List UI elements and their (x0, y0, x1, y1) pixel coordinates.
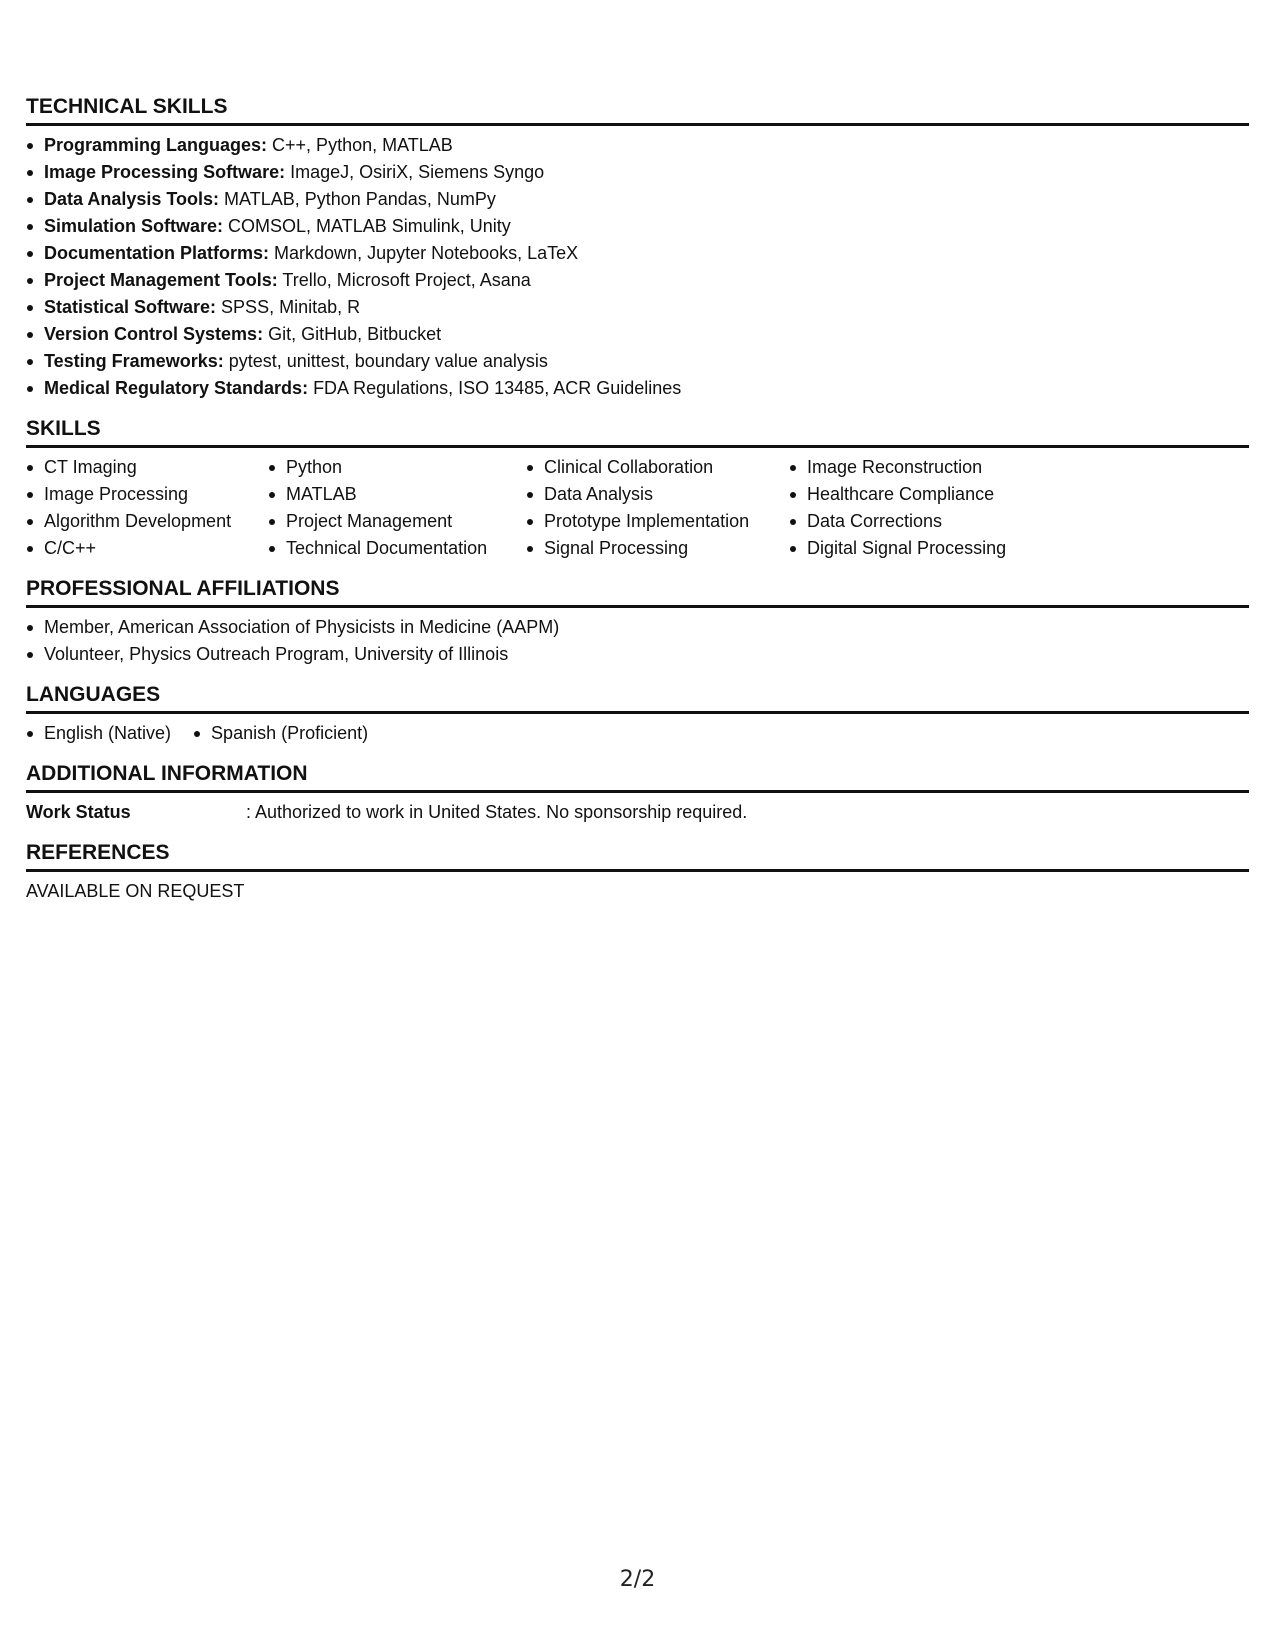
languages-heading: LANGUAGES (26, 682, 1249, 714)
skill-item: CT Imaging (26, 454, 268, 481)
skills-column (26, 454, 268, 562)
additional-info-heading: ADDITIONAL INFORMATION (26, 761, 1249, 793)
skill-item: Clinical Collaboration (526, 454, 789, 481)
references-text: AVAILABLE ON REQUEST (26, 881, 245, 901)
technical-skill-item (26, 267, 1249, 294)
skill-item: Data Corrections (789, 508, 1089, 535)
work-status-row (26, 799, 1249, 826)
technical-skill-item (26, 294, 1249, 321)
technical-skill-item (26, 132, 1249, 159)
technical-skill-label: Image Processing Software: (44, 162, 286, 182)
skill-item: Algorithm Development (26, 508, 268, 535)
technical-skill-value: COMSOL, MATLAB Simulink, Unity (223, 216, 511, 236)
technical-skill-item (26, 348, 1249, 375)
technical-skill-value: Trello, Microsoft Project, Asana (277, 270, 531, 290)
language-item: English (Native) (26, 720, 171, 747)
language-item: Spanish (Proficient) (193, 720, 368, 747)
technical-skill-label: Programming Languages: (44, 135, 268, 155)
technical-skill-label: Documentation Platforms: (44, 243, 270, 263)
skill-item: Python (268, 454, 526, 481)
technical-skill-item (26, 159, 1249, 186)
technical-skills-section (26, 94, 1249, 402)
technical-skill-item (26, 375, 1249, 402)
skills-column (526, 454, 789, 562)
skill-item: Image Processing (26, 481, 268, 508)
affiliations-list (26, 614, 1249, 668)
skill-item: Data Analysis (526, 481, 789, 508)
technical-skill-label: Testing Frameworks: (44, 351, 224, 371)
technical-skill-value: ImageJ, OsiriX, Siemens Syngo (285, 162, 545, 182)
skill-item: Project Management (268, 508, 526, 535)
page-number: 2/2 (619, 1567, 656, 1592)
skills-section (26, 416, 1249, 562)
work-status-label: Work Status (26, 802, 131, 822)
technical-skill-item (26, 213, 1249, 240)
skills-heading: SKILLS (26, 416, 1249, 448)
technical-skill-value: Markdown, Jupyter Notebooks, LaTeX (269, 243, 579, 263)
references-heading: REFERENCES (26, 840, 1249, 872)
additional-info-section (26, 761, 1249, 826)
technical-skill-label: Project Management Tools: (44, 270, 278, 290)
affiliation-item: Volunteer, Physics Outreach Program, University of Illinois (26, 641, 1249, 668)
skills-column (268, 454, 526, 562)
work-status-value: : Authorized to work in United States. No sponsorship required. (246, 802, 748, 822)
skill-item: Healthcare Compliance (789, 481, 1089, 508)
languages-section (26, 682, 1249, 747)
technical-skill-value: Git, GitHub, Bitbucket (263, 324, 442, 344)
affiliation-item: Member, American Association of Physicists in Medicine (AAPM) (26, 614, 1249, 641)
references-section (26, 840, 1249, 905)
skill-item: Technical Documentation (268, 535, 526, 562)
technical-skill-label: Medical Regulatory Standards: (44, 378, 309, 398)
affiliations-heading: PROFESSIONAL AFFILIATIONS (26, 576, 1249, 608)
languages-list (26, 720, 1249, 747)
skill-item: C/C++ (26, 535, 268, 562)
technical-skill-item (26, 186, 1249, 213)
technical-skill-item (26, 240, 1249, 267)
technical-skills-list (26, 132, 1249, 402)
technical-skill-value: MATLAB, Python Pandas, NumPy (219, 189, 496, 209)
technical-skill-value: pytest, unittest, boundary value analysis (223, 351, 548, 371)
technical-skill-value: SPSS, Minitab, R (216, 297, 361, 317)
technical-skill-label: Data Analysis Tools: (44, 189, 220, 209)
resume-page (26, 94, 1249, 919)
technical-skill-item (26, 321, 1249, 348)
technical-skill-value: C++, Python, MATLAB (267, 135, 453, 155)
skills-grid (26, 448, 1249, 562)
affiliations-section (26, 576, 1249, 668)
technical-skill-value: FDA Regulations, ISO 13485, ACR Guidelines (308, 378, 682, 398)
skill-item: Digital Signal Processing (789, 535, 1089, 562)
skill-item: Signal Processing (526, 535, 789, 562)
technical-skill-label: Simulation Software: (44, 216, 224, 236)
skills-column (789, 454, 1089, 562)
technical-skill-label: Version Control Systems: (44, 324, 264, 344)
skill-item: MATLAB (268, 481, 526, 508)
technical-skill-label: Statistical Software: (44, 297, 217, 317)
technical-skills-heading: TECHNICAL SKILLS (26, 94, 1249, 126)
skill-item: Prototype Implementation (526, 508, 789, 535)
skill-item: Image Reconstruction (789, 454, 1089, 481)
